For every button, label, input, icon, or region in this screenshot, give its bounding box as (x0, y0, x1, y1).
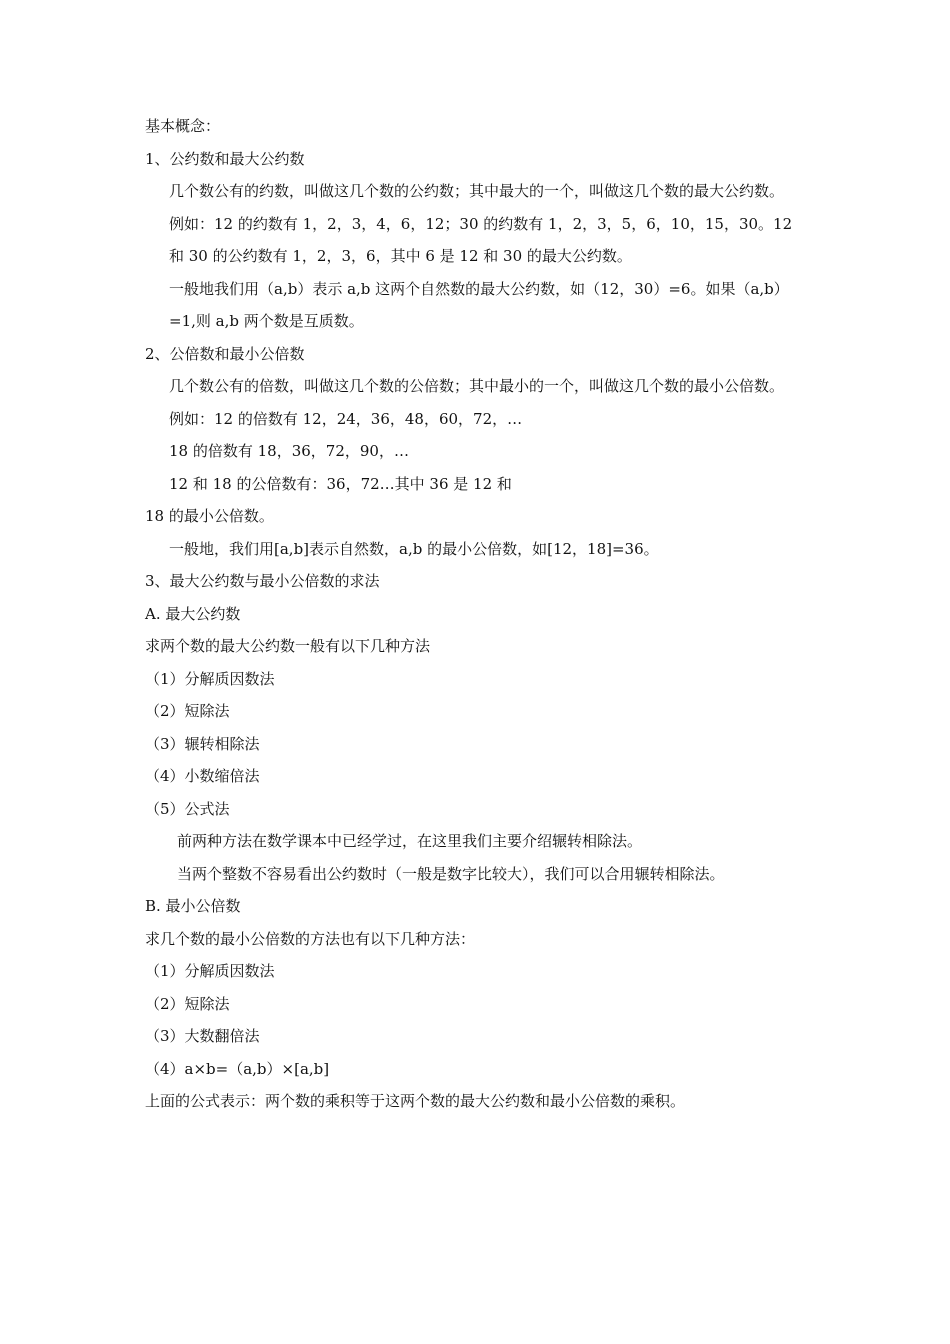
lcm-notation: 一般地，我们用[a,b]表示自然数，a,b 的最小公倍数，如[12，18]=36。 (169, 539, 659, 558)
heading-lcm: 2、公倍数和最小公倍数 (145, 344, 305, 363)
gcd-methods-intro: 求两个数的最大公约数一般有以下几种方法 (145, 637, 431, 655)
heading-gcd: 1、公约数和最大公约数 (145, 149, 305, 168)
formula-explanation: 上面的公式表示：两个数的乘积等于这两个数的最大公约数和最小公倍数的乘积。 (145, 1092, 686, 1110)
lcm-methods-intro: 求几个数的最小公倍数的方法也有以下几种方法： (145, 929, 476, 948)
lcm-example-2: 18 的倍数有 18，36，72，90，… (169, 442, 409, 460)
lcm-example-1: 例如：12 的倍数有 12，24，36，48，60，72，… (169, 409, 523, 428)
heading-lcm-methods: B. 最小公倍数 (145, 897, 241, 915)
document-body (145, 110, 811, 1118)
list-item: （3）大数翻倍法 (145, 1027, 260, 1045)
gcd-definition: 几个数公有的约数，叫做这几个数的公约数；其中最大的一个，叫做这几个数的最大公约数。 (169, 182, 785, 200)
list-item: （1）分解质因数法 (145, 962, 275, 980)
list-item: （4）a×b=（a,b）×[a,b] (145, 1059, 330, 1078)
list-item: （2）短除法 (145, 702, 230, 720)
gcd-methods-note-1: 前两种方法在数学课本中已经学过，在这里我们主要介绍辗转相除法。 (177, 832, 643, 850)
heading-gcd-methods: A. 最大公约数 (145, 604, 241, 623)
heading-methods: 3、最大公约数与最小公倍数的求法 (145, 572, 380, 590)
section-title: 基本概念： (145, 117, 221, 135)
list-item: （1）分解质因数法 (145, 669, 275, 688)
gcd-notation: 一般地我们用（a,b）表示 a,b 这两个自然数的最大公约数，如（12，30）=6。如果（a,b）=1,则 a,b 两个数是互质数。 (169, 279, 789, 330)
list-item: （4）小数缩倍法 (145, 767, 260, 785)
gcd-example: 例如：12 的约数有 1，2，3，4，6，12；30 的约数有 1，2，3，5，6，10，15，30。12 和 30 的公约数有 1，2，3，6，其中 6 是 12 和 30 的最大公约数。 (169, 214, 793, 265)
gcd-methods-note-2: 当两个整数不容易看出公约数时（一般是数字比较大），我们可以合用辗转相除法。 (177, 864, 725, 883)
list-item: （3）辗转相除法 (145, 734, 260, 753)
list-item: （2）短除法 (145, 994, 230, 1013)
lcm-example-3a: 12 和 18 的公倍数有：36，72…其中 36 是 12 和 (169, 474, 512, 493)
lcm-definition: 几个数公有的倍数，叫做这几个数的公倍数；其中最小的一个，叫做这几个数的最小公倍数。 (169, 377, 785, 395)
list-item: （5）公式法 (145, 799, 230, 818)
lcm-example-3b: 18 的最小公倍数。 (145, 507, 274, 525)
